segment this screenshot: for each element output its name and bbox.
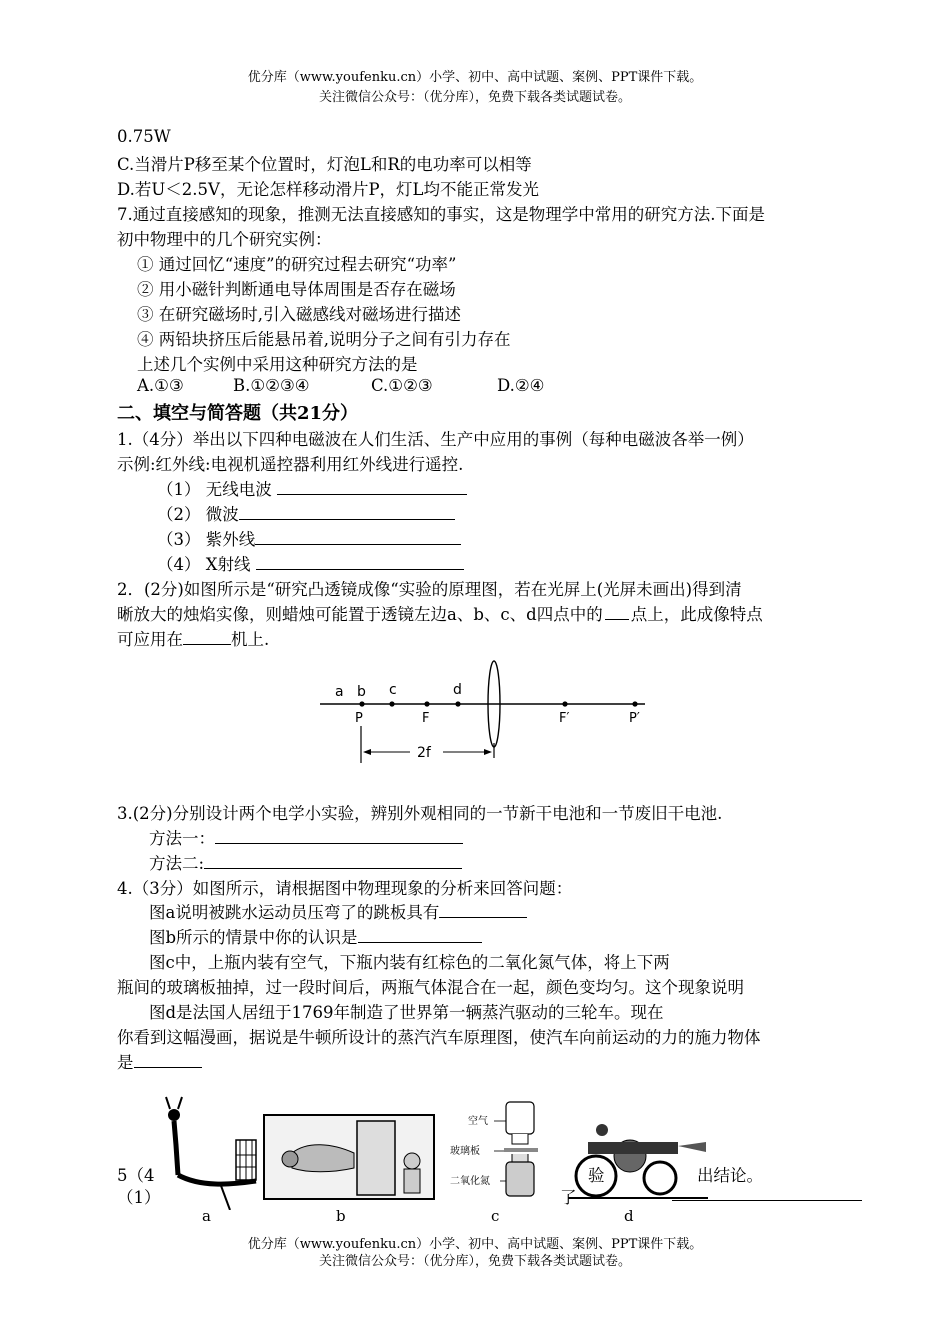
car-wheel-rear [576, 1156, 616, 1196]
s5-fragment-1: 5（4 [117, 1166, 155, 1185]
s1-blank-3[interactable] [255, 528, 461, 545]
s1-item-4-label: （4） X射线 [157, 555, 251, 574]
q7-option-d: D.②④ [497, 376, 545, 395]
car-wheel-front [644, 1162, 676, 1194]
point-f [424, 701, 429, 706]
s4-blank-a[interactable] [439, 901, 527, 918]
s4-blank-d[interactable] [134, 1051, 202, 1068]
s1-item-1 [157, 476, 467, 500]
child-head [404, 1153, 420, 1169]
s1-item-3 [157, 526, 461, 550]
upper-bottle [506, 1102, 534, 1134]
s2-line-2 [117, 601, 763, 625]
figure-c-gas-diffusion [448, 1098, 558, 1208]
s1-item-2-label: （2） 微波 [157, 505, 239, 524]
s2-line-3a: 可应用在 [117, 630, 183, 649]
s1-blank-4[interactable] [256, 553, 464, 570]
car-body [588, 1142, 678, 1154]
q7-stem-line-2: 初中物理中的几个研究实例： [117, 230, 332, 249]
s1-item-4 [157, 551, 464, 575]
s3-blank-1[interactable] [215, 827, 463, 844]
distance-arrow-left [363, 749, 371, 755]
q7-item-2: ② 用小磁针判断通电导体周围是否存在磁场 [137, 280, 456, 299]
s3-stem: 3.(2分)分别设计两个电学小实验，辨别外观相同的一节新干电池和一节废旧干电池. [117, 804, 723, 823]
s4-d-line-3 [117, 1049, 202, 1073]
s4-b [149, 924, 482, 948]
label-no2: 二氧化氮 [450, 1176, 490, 1187]
s2-line-3 [117, 626, 269, 650]
pushing-adult [292, 1145, 354, 1172]
q6-option-d: D.若U＜2.5V，无论怎样移动滑片P，灯L均不能正常发光 [117, 180, 540, 199]
q7-option-b: B.①②③④ [233, 376, 310, 395]
q6-continuation: 0.75W [117, 127, 171, 146]
figure-label-a: a [202, 1207, 211, 1225]
label-air: 空气 [468, 1116, 488, 1127]
label-a: a [335, 684, 344, 700]
s5-fragment-5: 了 [560, 1188, 577, 1207]
label-c: c [389, 682, 397, 698]
label-f: F [422, 711, 430, 726]
point-p-prime [632, 701, 637, 706]
child-body [404, 1169, 420, 1193]
label-p: P [355, 711, 363, 726]
driver-head [596, 1124, 608, 1136]
point-f-prime [562, 701, 567, 706]
s3-method-1 [149, 825, 463, 849]
lens-diagram [315, 658, 660, 773]
q7-option-c: C.①②③ [371, 376, 433, 395]
s4-d-line-1: 图d是法国人居纽于1769年制造了世界第一辆蒸汽驱动的三轮车。现在 [149, 1003, 664, 1022]
s4-stem: 4.（3分）如图所示，请根据图中物理现象的分析来回答问题： [117, 879, 573, 898]
s1-stem: 1.（4分）举出以下四种电磁波在人们生活、生产中应用的事例（每种电磁波各举一例） [117, 430, 754, 449]
label-2f: 2f [417, 745, 431, 761]
point-d [455, 701, 460, 706]
s2-line-3b: 机上. [231, 630, 270, 649]
s3-method-2-label: 方法二: [149, 854, 205, 873]
q7-question: 上述几个实例中采用这种研究方法的是 [137, 355, 418, 374]
s4-a [149, 899, 527, 923]
s5-fragment-4: 出结论。 [697, 1166, 763, 1185]
footer-line-1: 优分库（www.youfenku.cn）小学、初中、高中试题、案例、PPT课件下载。 [247, 1237, 703, 1252]
s1-blank-2[interactable] [239, 503, 455, 520]
q6-option-c: C.当滑片P移至某个位置时，灯泡L和R的电功率可以相等 [117, 155, 532, 174]
s3-method-1-label: 方法一： [149, 829, 215, 848]
footer-line-2: 关注微信公众号：（优分库），免费下载各类试题试卷。 [318, 1254, 631, 1269]
diver-body [174, 1121, 178, 1175]
header-line-2: 关注微信公众号：（优分库），免费下载各类试题试卷。 [318, 90, 631, 105]
s1-blank-1[interactable] [277, 478, 467, 495]
figure-label-c: c [491, 1207, 500, 1225]
point-b [359, 701, 364, 706]
s4-d-line-2: 你看到这幅漫画，据说是牛顿所设计的蒸汽汽车原理图，使汽车向前运动的力的施力物体 [117, 1028, 761, 1047]
s2-line-1: 2．(2分)如图所示是“研究凸透镜成像“实验的原理图，若在光屏上(光屏未画出)得到清 [117, 580, 742, 599]
label-glass-plate: 玻璃板 [450, 1146, 480, 1157]
s3-method-2 [149, 850, 462, 874]
q7-item-1: ① 通过回忆“速度”的研究过程去研究“功率” [137, 255, 457, 274]
label-p-prime: P′ [629, 711, 640, 726]
s1-item-3-label: （3） 紫外线 [157, 530, 256, 549]
figure-a-diving-board [160, 1095, 260, 1210]
diver-head [168, 1109, 180, 1121]
s2-blank-point[interactable] [605, 603, 629, 620]
distance-arrow-right [484, 749, 492, 755]
figure-label-b: b [336, 1207, 346, 1225]
s2-line-2b: 点上，此成像特点 [630, 605, 763, 624]
s1-item-1-label: （1） 无线电波 [157, 480, 272, 499]
s1-item-2 [157, 501, 455, 525]
s4-c-line-1: 图c中，上瓶内装有空气，下瓶内装有红棕色的二氧化氮气体，将上下两 [149, 953, 670, 972]
lower-bottle [506, 1162, 534, 1196]
q7-option-a: A.①③ [137, 376, 184, 395]
s1-example: 示例:红外线:电视机遥控器利用红外线进行遥控. [117, 455, 464, 474]
steam-jet [678, 1142, 706, 1152]
s4-a-text: 图a说明被跳水运动员压弯了的跳板具有 [149, 903, 440, 922]
header-line-1: 优分库（www.youfenku.cn）小学、初中、高中试题、案例、PPT课件下载。 [247, 70, 703, 85]
q7-item-3: ③ 在研究磁场时,引入磁感线对磁场进行描述 [137, 305, 461, 324]
point-c [389, 701, 394, 706]
section-2-title: 二、填空与简答题（共21分） [117, 403, 359, 424]
s2-blank-device[interactable] [183, 628, 231, 645]
s2-line-2a: 晰放大的烛焰实像，则蜡烛可能置于透镜左边a、b、c、d四点中的 [117, 605, 603, 624]
label-d: d [453, 682, 462, 698]
label-f-prime: F′ [559, 711, 570, 726]
s3-blank-2[interactable] [204, 852, 462, 869]
glass-plate [504, 1148, 538, 1152]
s4-c-line-2: 瓶间的玻璃板抽掉，过一段时间后，两瓶气体混合在一起，颜色变均匀。这个现象说明 [117, 978, 744, 997]
s4-b-text: 图b所示的情景中你的认识是 [149, 928, 358, 947]
q7-item-4: ④ 两铅块挤压后能悬吊着,说明分子之间有引力存在 [137, 330, 511, 349]
figure-label-d: d [624, 1207, 634, 1225]
label-b: b [357, 684, 366, 700]
door [357, 1121, 395, 1195]
q7-stem-line-1: 7.通过直接感知的现象，推测无法直接感知的事实，这是物理学中常用的研究方法.下面是 [117, 205, 765, 224]
figure-b-pushing-door [262, 1113, 437, 1201]
s5-fragment-2: （1） [117, 1188, 161, 1207]
s4-blank-b[interactable] [358, 926, 482, 943]
s5-fragment-3: 验 [588, 1166, 605, 1185]
figure-d-steam-car [568, 1112, 708, 1202]
s4-d-line-3-text: 是 [117, 1053, 134, 1072]
